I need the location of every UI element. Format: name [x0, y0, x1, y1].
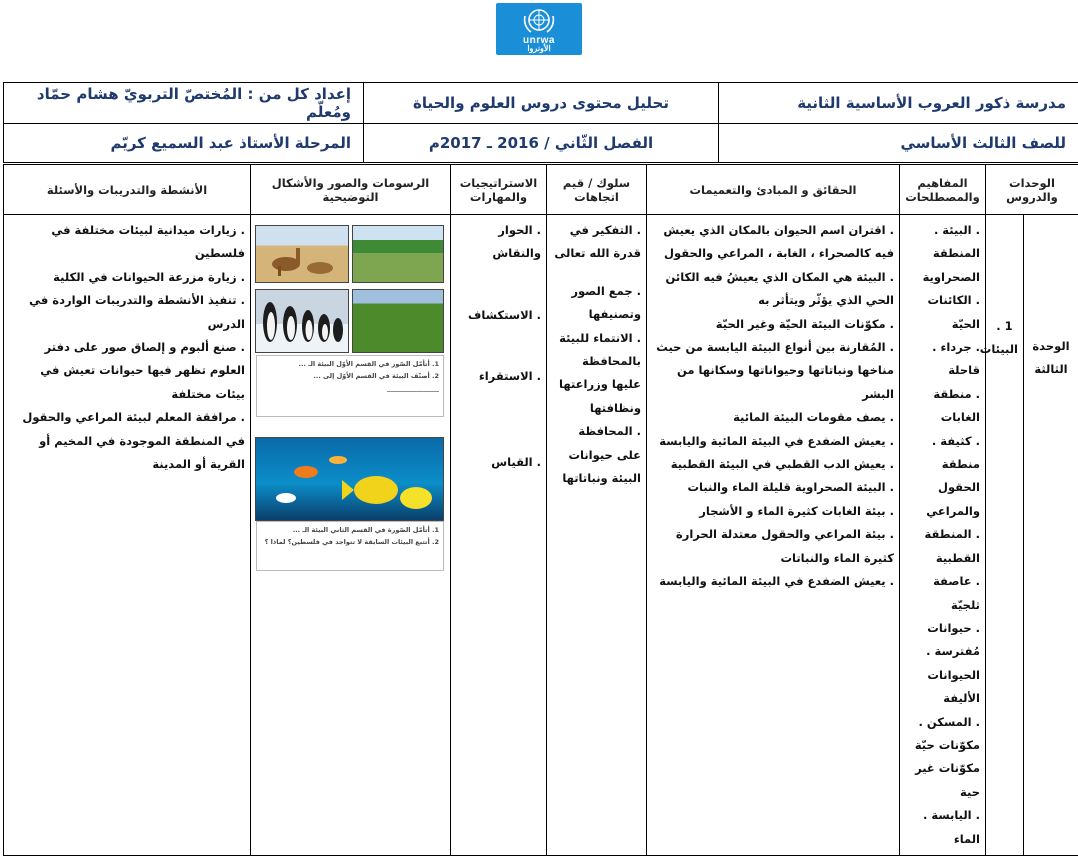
- fact-item: . البيئة هي المكان الذي يعيشُ فيه الكائن الحي الذي يؤثّر ويتأثر به: [652, 266, 894, 313]
- grade-label: للصف الثالث الأساسي: [719, 124, 1078, 163]
- fact-item: . بيئة المراعي والحقول معتدلة الحرارة كثيرة الماء والنباتات: [652, 523, 894, 570]
- un-emblem-icon: [521, 6, 557, 36]
- desert-camels-image: [255, 225, 349, 283]
- activity-item: . زيارات ميدانية لبيئات مختلفة في فلسطين: [9, 219, 245, 266]
- unrwa-logo: [496, 3, 582, 55]
- school-name: مدرسة ذكور العروب الأساسية الثانية: [719, 83, 1078, 124]
- worksheet-blank: ________________: [261, 382, 439, 394]
- worksheet-bottom: [256, 521, 444, 571]
- col-header-illustrations: الرسومات والصور والأشكال التوضيحية: [251, 165, 451, 215]
- strategies-cell: [451, 215, 547, 856]
- analysis-table: [3, 164, 1078, 856]
- col-header-facts: الحقائق و المبادئ والتعميمات: [647, 165, 900, 215]
- header-table: [3, 82, 1078, 163]
- col-header-activities: الأنشطة والتدريبات والأسئلة: [4, 165, 251, 215]
- underwater-fish-image: [255, 437, 444, 521]
- concept-item: . المنطقة القطبية: [905, 523, 980, 570]
- fact-item: . يعيش الضفدع في البيئة المائية واليابسة: [652, 570, 894, 593]
- col-header-units: الوحدات والدروس: [986, 165, 1078, 215]
- activities-cell: [4, 215, 251, 856]
- attitude-item: . المحافظة على حيوانات البيئة ونباتاتها: [552, 420, 641, 490]
- attitude-item: . جمع الصور وتصنيفها: [552, 280, 641, 327]
- concept-item: . منطقة الغابات: [905, 383, 980, 430]
- strategy-item: . الاستقراء: [456, 365, 541, 388]
- attitudes-cell: [547, 215, 647, 856]
- attitude-item: . الانتماء للبيئة بالمحافظة عليها وزراعتها ونظافتها: [552, 327, 641, 421]
- worksheet-top: [256, 355, 444, 417]
- semester-label: الفصل الثّاني / 2016 ـ 2017م: [364, 124, 719, 163]
- fact-item: . المُقارنة بين أنواع البيئة اليابسة من حيث مناخها ونباتاتها وحيواناتها وسكانها من البشر: [652, 336, 894, 406]
- attitude-item: . التفكير في قدرة الله تعالى: [552, 219, 641, 266]
- col-header-strategies: الاستراتيجيات والمهارات: [451, 165, 547, 215]
- worksheet-line: 1. أتأمّل الصّورة في القسم الثاني البيئة الـ ...: [261, 524, 439, 536]
- penguins-image: [255, 289, 349, 353]
- logo-latin: unrwa: [496, 35, 582, 46]
- facts-cell: [647, 215, 900, 856]
- concept-item: . البيئة . المنطقة الصحراوية: [905, 219, 980, 289]
- fact-item: . اقتران اسم الحيوان بالمكان الذي يعيش فيه كالصحراء ، الغابة ، المراعي والحقول: [652, 219, 894, 266]
- activity-item: . صنع ألبوم و إلصاق صور على دفتر العلوم تظهر فيها حيوانات تعيش في بيئات مختلفة: [9, 336, 245, 406]
- worksheet-line: 2. أتتبع البيئات السابقة لا تتواجد في فلسطين؟ لماذا ؟: [261, 536, 439, 548]
- lesson-number: 1 .: [991, 315, 1018, 338]
- col-header-attitudes: سلوك / قيم اتجاهات: [547, 165, 647, 215]
- illustrations-cell: [251, 215, 451, 856]
- concept-item: . عاصفة ثلجيّة: [905, 570, 980, 617]
- concepts-cell: [900, 215, 986, 856]
- activity-item: . مرافقة المعلم لبيئة المراعي والحقول في المنطقة الموجودة في المخيم أو القرية أو المدينة: [9, 406, 245, 476]
- worksheet-line: 1. أتأمّل الصّور في القسم الأوّل البيئة الـ ...: [261, 358, 439, 370]
- strategy-item: . الحوار والنقاش: [456, 219, 541, 266]
- unit-label: الوحدة الثالثة: [1029, 335, 1073, 382]
- prepared-by: إعداد كل من : المُختصّ التربويّ هشام حمّاد ومُعلّم: [4, 83, 364, 124]
- concept-item: . الكائنات الحيّة: [905, 289, 980, 336]
- concept-item: . المسكن . مكوّنات حيّة مكوّنات غير حية: [905, 711, 980, 805]
- strategy-item: . الاستكشاف: [456, 304, 541, 327]
- document-title: تحليل محتوى دروس العلوم والحياة: [364, 83, 719, 124]
- activity-item: . تنفيذ الأنشطة والتدريبات الواردة في الدرس: [9, 289, 245, 336]
- unit-cell: [1024, 215, 1078, 856]
- concept-item: . حيوانات مُفترسة . الحيوانات الأليفة: [905, 617, 980, 711]
- fish-icon: [256, 438, 443, 520]
- activity-item: . زيارة مزرعة الحيوانات في الكلية: [9, 266, 245, 289]
- pasture-herd-image: [352, 289, 444, 353]
- camel-icon: [256, 226, 348, 282]
- penguin-icon: [256, 290, 348, 352]
- fact-item: . البيئة الصحراوية قليلة الماء والنبات: [652, 476, 894, 499]
- fact-item: . بيئة الغابات كثيرة الماء و الأشجار: [652, 500, 894, 523]
- logo-arabic: الأونروا: [496, 44, 582, 53]
- fact-item: . يعيش الدب القطبي في البيئة القطبية: [652, 453, 894, 476]
- teacher-name: المرحلة الأستاذ عبد السميع كريّم: [4, 124, 364, 163]
- col-header-concepts: المفاهيم والمصطلحات: [900, 165, 986, 215]
- concept-item: . اليابسة . الماء: [905, 804, 980, 851]
- strategy-item: . القياس: [456, 451, 541, 474]
- grassland-image: [352, 225, 444, 283]
- concept-item: . كثيفة . منطقة الحقول والمراعي: [905, 430, 980, 524]
- lesson-name: البيئات: [991, 338, 1018, 361]
- fact-item: . يصف مقومات البيئة المائية: [652, 406, 894, 429]
- lesson-cell: [986, 215, 1024, 856]
- worksheet-line: 2. أصنّف البيئة في القسم الأوّل إلى ...: [261, 370, 439, 382]
- fact-item: . يعيش الضفدع في البيئة المائية واليابسة: [652, 430, 894, 453]
- concept-item: . جرداء . قاحلة: [905, 336, 980, 383]
- fact-item: . مكوّنات البيئة الحيّة وغير الحيّة: [652, 313, 894, 336]
